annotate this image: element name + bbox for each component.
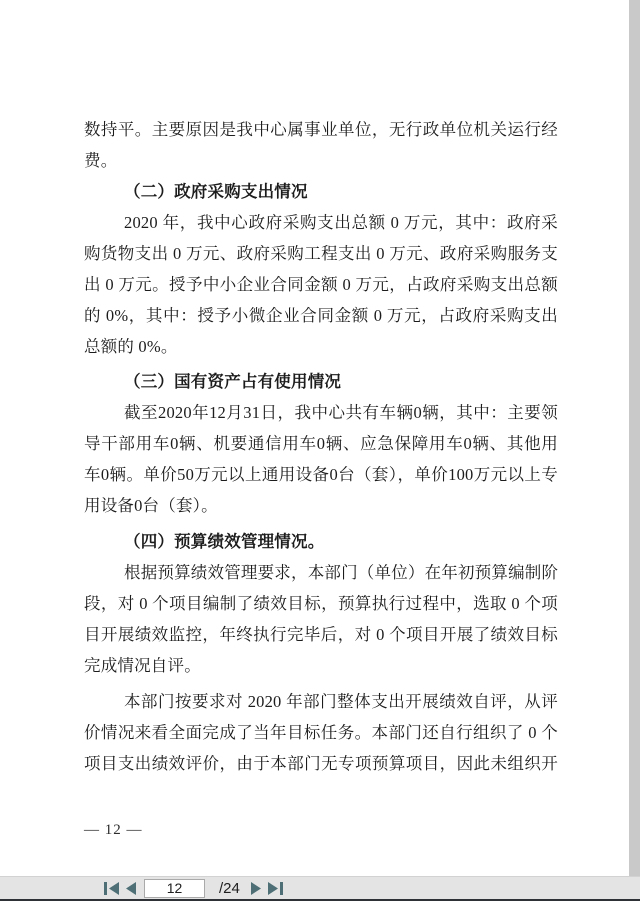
first-page-icon [104, 882, 119, 895]
document-line: （二）政府采购支出情况 [124, 182, 308, 201]
document-line: 出 0 万元。授予中小企业合同金额 0 万元，占政府采购支出总额 [84, 275, 558, 294]
document-line: 总额的 0%。 [84, 337, 178, 356]
document-line: 截至2020年12月31日，我中心共有车辆0辆，其中：主要领 [124, 403, 558, 422]
document-text [84, 114, 558, 779]
document-line: 导干部用车0辆、机要通信用车0辆、应急保障用车0辆、其他用 [84, 434, 558, 453]
page-footer-number: — 12 — [84, 822, 143, 838]
next-page-button[interactable] [251, 882, 261, 895]
document-line: 价情况来看全面完成了当年目标任务。本部门还自行组织了 0 个 [84, 723, 558, 742]
document-line: 用设备0台（套）。 [84, 496, 218, 515]
last-page-icon [268, 882, 283, 895]
document-line: 完成情况自评。 [84, 656, 201, 675]
previous-page-icon [126, 882, 136, 895]
page-total-label: /24 [219, 879, 240, 897]
document-line: 项目支出绩效评价，由于本部门无专项预算项目，因此未组织开 [84, 754, 558, 773]
page-number-input[interactable] [144, 879, 205, 898]
document-line: 的 0%，其中：授予小微企业合同金额 0 万元，占政府采购支出 [84, 306, 558, 325]
document-line: 2020 年，我中心政府采购支出总额 0 万元，其中：政府采 [124, 213, 558, 232]
document-line: 本部门按要求对 2020 年部门整体支出开展绩效自评，从评 [124, 692, 558, 711]
scrollbar[interactable] [629, 0, 640, 876]
first-page-button[interactable] [104, 882, 119, 895]
previous-page-button[interactable] [126, 882, 136, 895]
document-line: 车0辆。单价50万元以上通用设备0台（套），单价100万元以上专 [84, 465, 558, 484]
document-line: 购货物支出 0 万元、政府采购工程支出 0 万元、政府采购服务支 [84, 244, 558, 263]
document-line: （三）国有资产占有使用情况 [124, 372, 342, 391]
document-line: 根据预算绩效管理要求，本部门（单位）在年初预算编制阶 [124, 563, 559, 582]
document-line: 段，对 0 个项目编制了绩效目标，预算执行过程中，选取 0 个项 [84, 594, 558, 613]
pager-toolbar [0, 876, 640, 899]
document-line: 费。 [84, 151, 118, 170]
next-page-icon [251, 882, 261, 895]
document-line: （四）预算绩效管理情况。 [124, 532, 325, 551]
document-line: 数持平。主要原因是我中心属事业单位，无行政单位机关运行经 [84, 120, 558, 139]
last-page-button[interactable] [268, 882, 283, 895]
document-line: 目开展绩效监控，年终执行完毕后，对 0 个项目开展了绩效目标 [84, 625, 558, 644]
